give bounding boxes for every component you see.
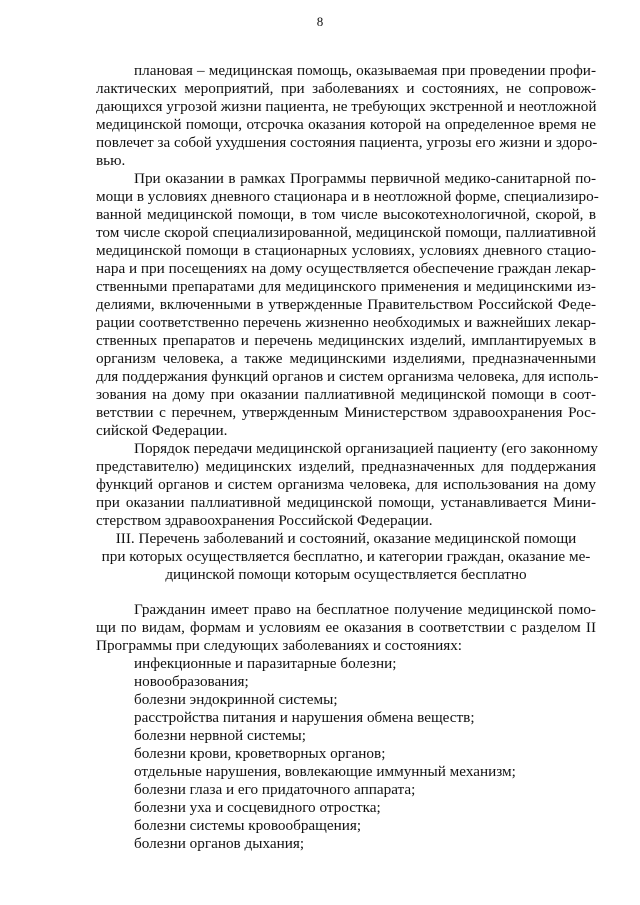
text-line: Гражданин имеет право на бесплатное получение медицинской помо- bbox=[134, 601, 596, 618]
text-line: При оказании в рамках Программы первичной медико-санитарной по- bbox=[134, 170, 596, 187]
section-heading-line: дицинской помощи которым осуществляется бесплатно bbox=[165, 566, 527, 583]
text-line: зования на дому при оказании паллиативной медицинской помощи в соот- bbox=[96, 386, 596, 403]
text-line: том числе скорой специализированной, медицинской помощи, паллиативной bbox=[96, 224, 596, 241]
text-line: представителю) медицинских изделий, предназначенных для поддержания bbox=[96, 458, 596, 475]
text-line: функций органов и систем организма человека, для использования на дому bbox=[96, 476, 596, 493]
disease-list-item: болезни эндокринной системы; bbox=[134, 691, 338, 708]
text-line: при оказании паллиативной медицинской помощи, устанавливается Мини- bbox=[96, 494, 596, 511]
disease-list-item: болезни крови, кроветворных органов; bbox=[134, 745, 386, 762]
text-line: дающихся угрозой жизни пациента, не требующих экстренной и неотложной bbox=[96, 98, 597, 115]
text-line: вью. bbox=[96, 152, 126, 169]
text-line: делиями, включенными в утвержденные Правительством Российской Феде- bbox=[96, 296, 596, 313]
disease-list-item: болезни глаза и его придаточного аппарата; bbox=[134, 781, 416, 798]
text-line: плановая – медицинская помощь, оказываемая при проведении профи- bbox=[134, 62, 596, 79]
disease-list-item: болезни системы кровообращения; bbox=[134, 817, 362, 834]
text-line: мощи в условиях дневного стационара и в неотложной форме, специализиро- bbox=[96, 188, 599, 205]
text-line: Порядок передачи медицинской организацией пациенту (его законному bbox=[134, 440, 598, 457]
text-line: организм человека, а также медицинскими изделиями, предназначенными bbox=[96, 350, 596, 367]
text-line: лактических мероприятий, при заболеваниях и состояниях, не сопровож- bbox=[96, 80, 596, 97]
text-line: медицинской помощи в стационарных условиях, условиях дневного стацио- bbox=[96, 242, 596, 259]
text-line: нара и при посещениях на дому осуществляется обеспечение граждан лекар- bbox=[96, 260, 596, 277]
disease-list-item: болезни нервной системы; bbox=[134, 727, 306, 744]
disease-list-item: отдельные нарушения, вовлекающие иммунный механизм; bbox=[134, 763, 516, 780]
disease-list-item: расстройства питания и нарушения обмена веществ; bbox=[134, 709, 475, 726]
disease-list-item: инфекционные и паразитарные болезни; bbox=[134, 655, 397, 672]
text-line: ванной медицинской помощи, в том числе высокотехнологичной, скорой, в bbox=[96, 206, 596, 223]
text-line: ветствии с перечнем, утвержденным Министерством здравоохранения Рос- bbox=[96, 404, 596, 421]
text-line: Программы при следующих заболеваниях и состояниях: bbox=[96, 637, 463, 654]
text-line: щи по видам, формам и условиям ее оказания в соответствии с разделом II bbox=[96, 619, 596, 636]
disease-list-item: новообразования; bbox=[134, 673, 249, 690]
text-line: стерством здравоохранения Российской Федерации. bbox=[96, 512, 433, 529]
text-line: повлечет за собой ухудшения состояния пациента, угрозы его жизни и здоро- bbox=[96, 134, 598, 151]
text-line: ственных препаратов и перечень медицинских изделий, имплантируемых в bbox=[96, 332, 596, 349]
text-line: для поддержания функций органов и систем организма человека, для исполь- bbox=[96, 368, 599, 385]
text-line: рации соответственно перечень жизненно необходимых и важнейших лекар- bbox=[96, 314, 596, 331]
disease-list-item: болезни органов дыхания; bbox=[134, 835, 305, 852]
text-line: сийской Федерации. bbox=[96, 422, 228, 439]
section-heading-line: III. Перечень заболеваний и состояний, оказание медицинской помощи bbox=[115, 530, 577, 547]
disease-list-item: болезни уха и сосцевидного отростка; bbox=[134, 799, 381, 816]
text-line: ственными препаратами для медицинского применения и медицинскими из- bbox=[96, 278, 596, 295]
page-number: 8 bbox=[316, 14, 324, 29]
text-line: медицинской помощи, отсрочка оказания которой на определенное время не bbox=[96, 116, 596, 133]
section-heading-line: при которых осуществляется бесплатно, и категории граждан, оказание ме- bbox=[101, 548, 591, 565]
